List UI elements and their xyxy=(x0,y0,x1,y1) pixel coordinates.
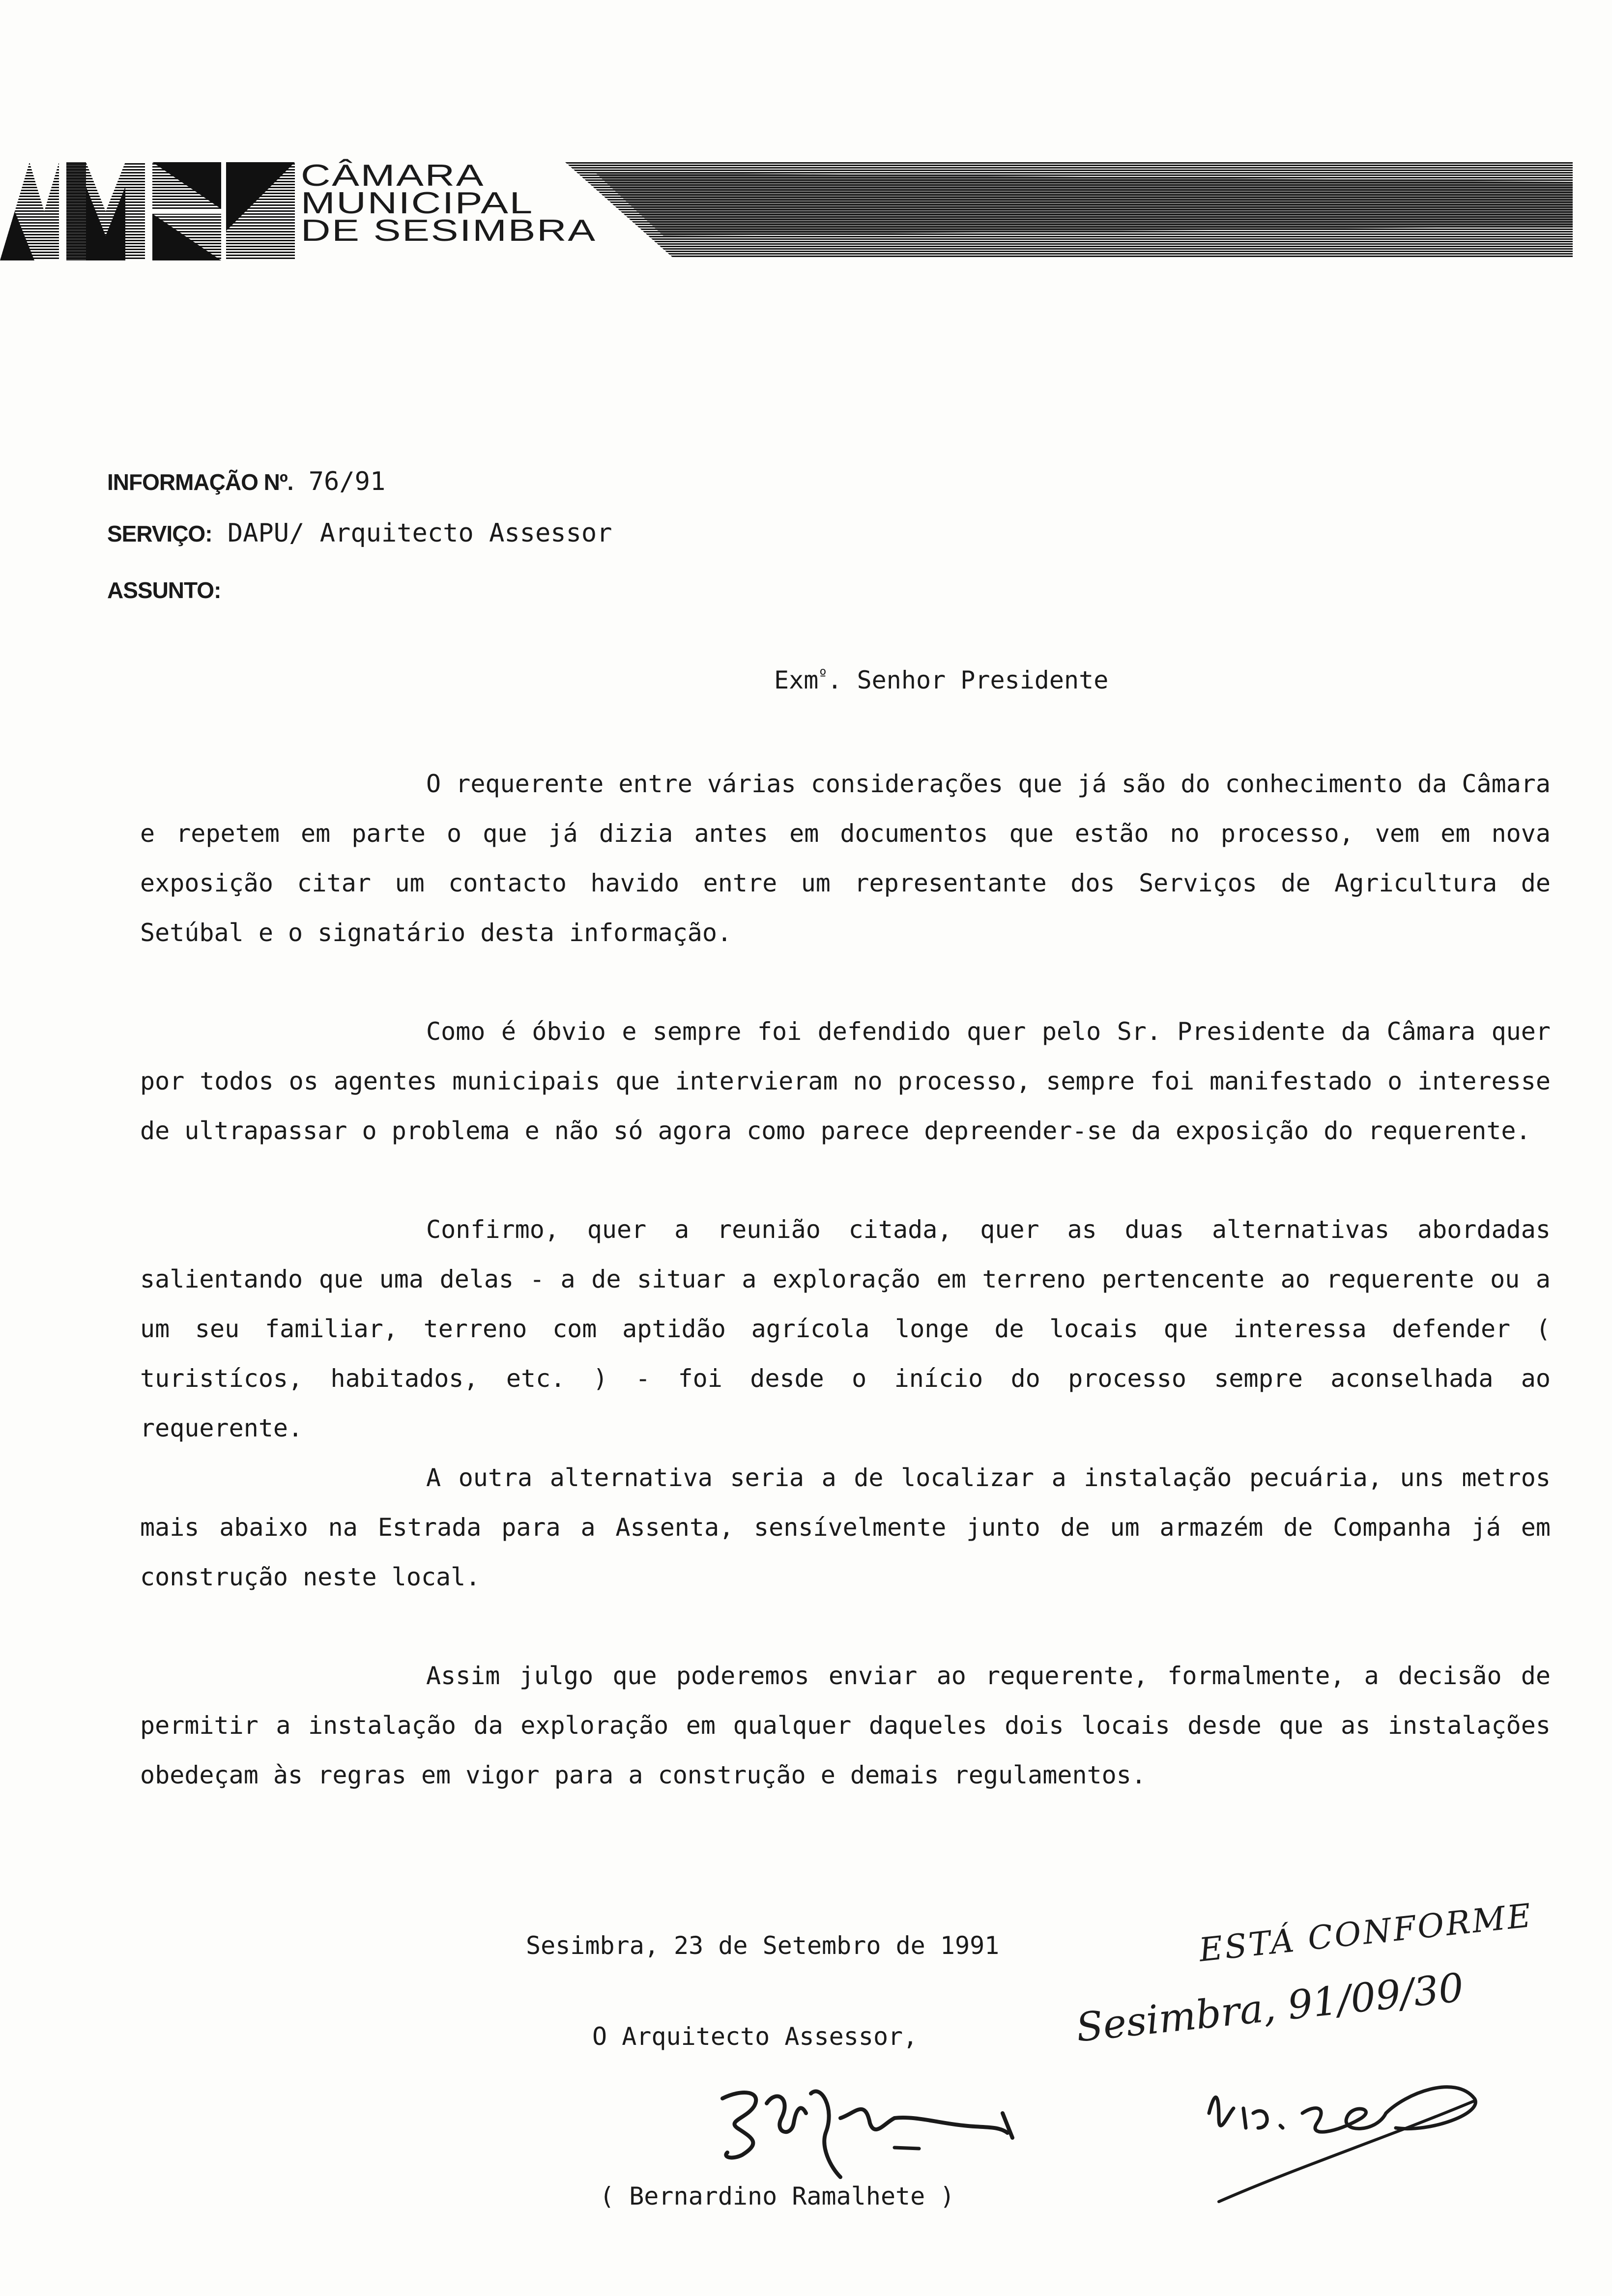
body-paragraph-2: Como é óbvio e sempre foi defendido quer pelo Sr. Presidente da Câmara quer por todos os agentes municipais que intervieram no processo, sempre foi manifestado o interesse de ultrapassar o problema e não só agora como parece depreender-se da exposição do requerente. xyxy=(140,1017,1551,1145)
body-paragraph-1: O requerente entre várias considerações que já são do conhecimento da Câmara e repetem em parte o que já dizia antes em documentos que estão no processo, vem em nova exposição citar um contacto havido entre um representante dos Serviços de Agricultura de Setúbal e o signatário desta informação. xyxy=(140,770,1551,947)
approval-signature xyxy=(1199,2054,1514,2207)
place-date: Sesimbra, 23 de Setembro de 1991 xyxy=(526,1931,1000,1960)
municipality-logo xyxy=(0,157,295,260)
body-paragraph-4: A outra alternativa seria a de localizar a instalação pecuária, uns metros mais abaixo na Estrada para a Assenta, sensívelmente junto de um armazém de Companha já em construção neste local. xyxy=(140,1464,1551,1591)
handwritten-approval: ESTÁ CONFORME xyxy=(1197,1896,1535,1969)
signatory-name: ( Bernardino Ramalhete ) xyxy=(600,2182,955,2210)
subject-label: ASSUNTO: xyxy=(107,577,221,603)
service-value: DAPU/ Arquitecto Assessor xyxy=(227,518,612,548)
signature xyxy=(708,2069,1027,2182)
body-paragraph-5: Assim julgo que poderemos enviar ao requerente, formalmente, a decisão de permitir a instalação da exploração em qualquer daqueles dois locais desde que as instalações obedeçam às regras em vigor para a construção e demais regulamentos. xyxy=(140,1662,1551,1789)
handwritten-place-date: Sesimbra, 91/09/30 xyxy=(1074,1964,1466,2051)
signatory-role: O Arquitecto Assessor, xyxy=(592,2022,918,2051)
org-name-line1: CÂMARA xyxy=(301,159,485,193)
info-number-row xyxy=(107,467,385,496)
service-row xyxy=(107,518,612,548)
info-number-value: 76/91 xyxy=(308,467,386,496)
org-name-line2: MUNICIPAL xyxy=(301,186,534,220)
letter-body xyxy=(140,759,1551,1800)
org-name-line3: DE SESIMBRA xyxy=(301,214,597,248)
salutation: Exm$^º$. Senhor Presidente xyxy=(774,666,1109,694)
subject-row xyxy=(107,575,221,604)
organization-name xyxy=(301,159,597,248)
service-label: SERVIÇO: xyxy=(107,521,212,546)
body-paragraph-3: Confirmo, quer a reunião citada, quer as duas alternativas abordadas salientando que uma delas - a de situar a exploração em terreno pertencente ao requerente ou a um seu familiar, terreno com aptidão agrícola longe de locais que interessa defender ( turistícos, habitados, etc. ) - foi desde o início do processo sempre aconselhada ao requerente. xyxy=(140,1215,1551,1442)
letterhead-banner xyxy=(565,152,1573,258)
info-number-label: INFORMAÇÃO Nº. xyxy=(107,469,293,495)
letterhead xyxy=(0,143,1612,270)
